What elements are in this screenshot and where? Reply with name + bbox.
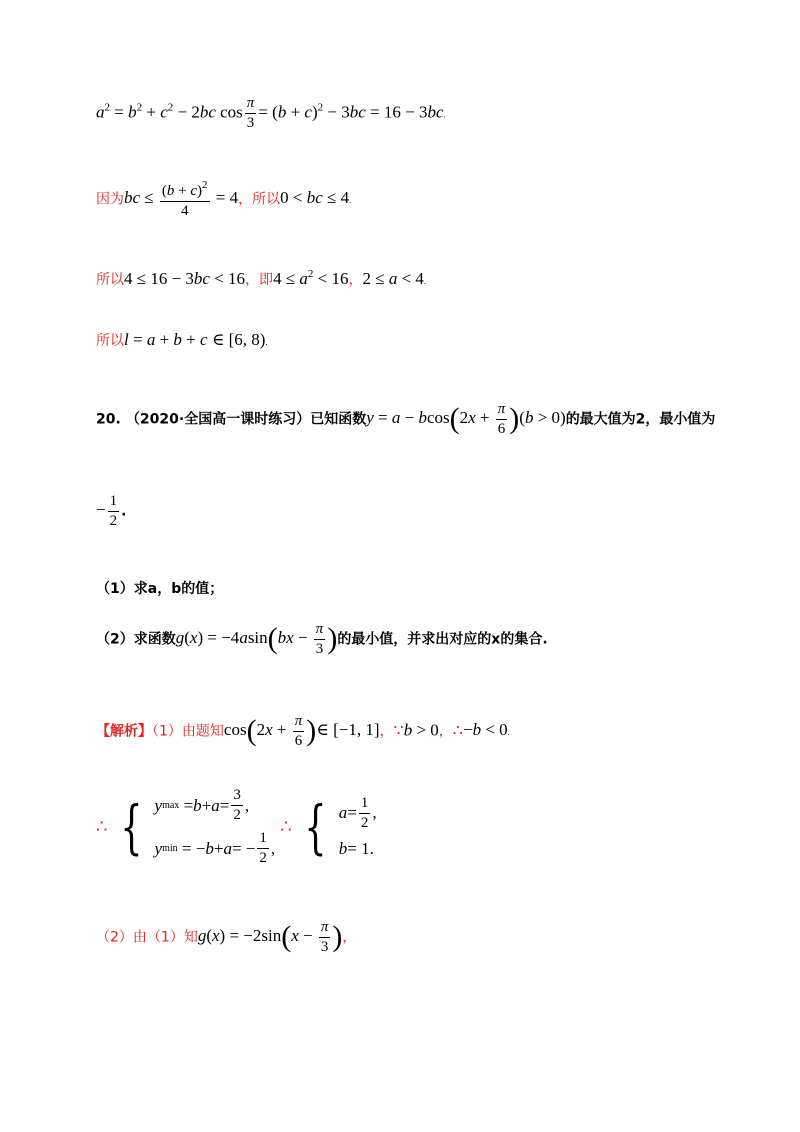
solution-lead: （1）由题知 [152, 723, 224, 740]
part-2-tail: 的最小值，并求出对应的x的集合. [337, 631, 548, 648]
equation-law-of-cosines: $a^2 = b^2 + c^2 - 2bc$ cos $\frac{\pi}{3}$ = $(b + c)^2 - 3bc = 16 - 3bc$. [96, 95, 446, 131]
solution-tag: 【解析】 [96, 723, 152, 740]
therefore-symbol: ∴ [96, 816, 108, 838]
part-2: （2）求函数g(x) = −4asin(bx − $\frac{\pi}{3}$ )的最小值，并求出对应的x的集合. [96, 621, 548, 657]
text-so: 所以 [96, 333, 124, 349]
text-therefore: ，所以 [238, 191, 281, 208]
question-number: 20. [96, 411, 121, 428]
question-tail: 的最大值为2，最小值为 [565, 411, 716, 428]
part-1: （1）求a，b的值； [96, 581, 224, 597]
text-because: 因为 [96, 191, 124, 208]
question-20: 20. （2020·全国高一课时练习）已知函数y = a − bcos(2x + $\frac{\pi}{6}$ )(b > 0)的最大值为2，最小值为 [96, 401, 716, 437]
text-comma: ， [342, 929, 357, 946]
solution-2-lead: （2）由（1）知 [96, 929, 198, 946]
question-20-min-value: − $\frac{1}{2}$ . [96, 493, 127, 529]
period: . [443, 110, 446, 120]
part-2-lead: （2）求函数 [96, 631, 176, 648]
inequality-a-line: 所以4 ≤ 16 − 3bc < 16，即$4 \le a^2 < 16$，2 ≤ a < 4. [96, 268, 426, 288]
period: . [121, 503, 127, 520]
inequality-bc-line: 因为bc ≤ $\frac{(b + c)^2}{4}$ = 4，所以0 < bc ≤ 4. [96, 179, 352, 219]
therefore-symbol: ∴ [280, 816, 292, 838]
system-equations: ∴ { y max = b + a = $\frac{3}{2}$ , y min = − b + a = − $\frac{1}{2}$ , ∴ { a = $\frac{1}{2}$ , b = 1. [96, 787, 377, 866]
text-so: 所以 [96, 272, 124, 288]
question-source: （2020·全国高一课时练习）已知函数 [125, 411, 367, 428]
text-comma: ， [438, 723, 453, 740]
text-comma: ， [348, 272, 363, 288]
text-comma: ， [379, 723, 394, 740]
solution-part-2: （2）由（1）知g(x) = −2sin(x − $\frac{\pi}{3}$ )， [96, 919, 357, 955]
text-namely: ，即 [245, 272, 274, 288]
perimeter-range-line: 所以l = a + b + c ∈ [6, 8). [96, 330, 268, 349]
solution-part-1: 【解析】（1）由题知cos(2x + $\frac{\pi}{6}$ )∈ [−1, 1]，∵b > 0，∴−b < 0. [96, 713, 510, 749]
